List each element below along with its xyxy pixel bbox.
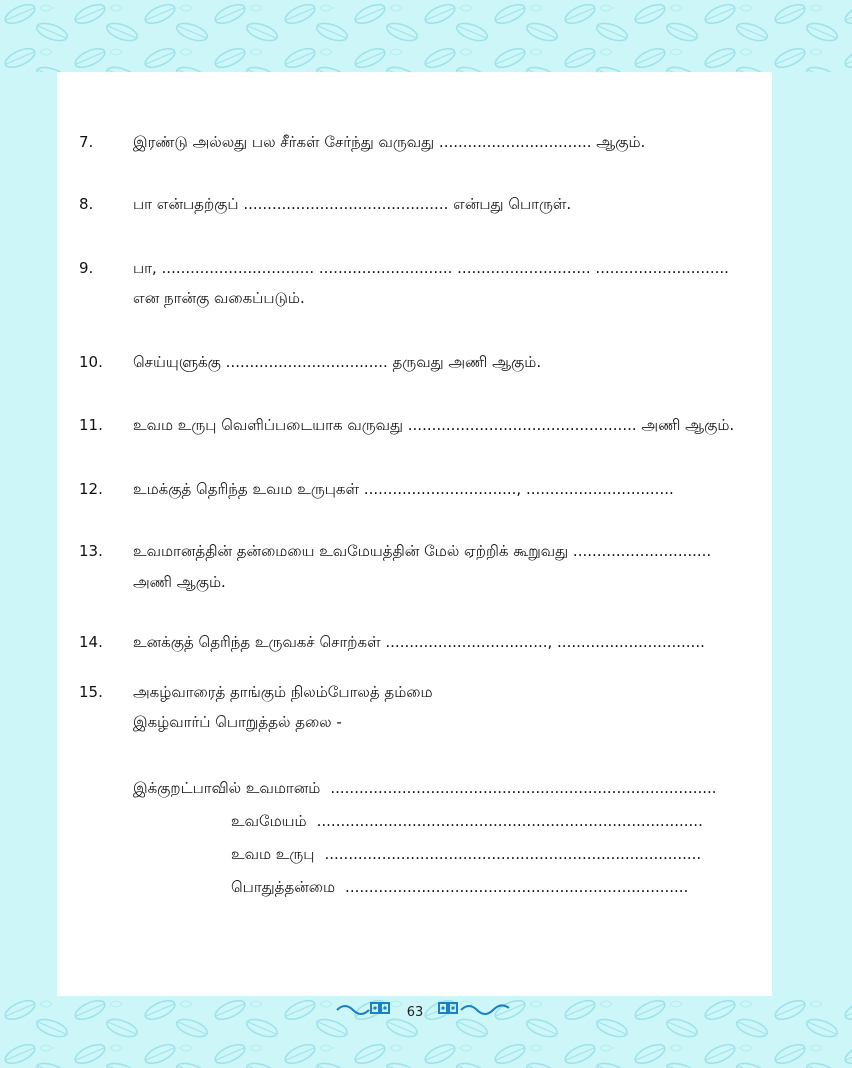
answer-blank: ................................................................................. bbox=[330, 779, 717, 797]
question-text: அகழ்வாரைத் தாங்கும் நிலம்போலத் தம்மை bbox=[133, 683, 433, 701]
question-15-continuation: இகழ்வார்ப் பொறுத்தல் தலை - bbox=[133, 713, 342, 731]
question-13-continuation: அணி ஆகும். bbox=[133, 573, 226, 591]
question-number: 14. bbox=[79, 633, 103, 651]
right-ornament-icon bbox=[437, 1000, 517, 1025]
question-text: பா, ................................ ............................ ............................ ............................ bbox=[133, 259, 729, 277]
top-decorative-border bbox=[0, 0, 852, 72]
worksheet-page bbox=[57, 72, 772, 996]
analysis-row-upameyam bbox=[231, 811, 703, 831]
answer-blank: ............................................................................... bbox=[324, 845, 702, 863]
question-text: உமக்குத் தெரிந்த உவம உருபுகள் ................................, ............................... bbox=[133, 480, 674, 498]
question-number: 11. bbox=[79, 416, 103, 434]
analysis-row-upamanam bbox=[133, 778, 717, 798]
question-number: 10. bbox=[79, 353, 103, 371]
question-number: 9. bbox=[79, 259, 94, 277]
question-number: 7. bbox=[79, 133, 94, 151]
answer-blank: ................................................................................. bbox=[316, 812, 703, 830]
page-footer bbox=[0, 1000, 852, 1024]
question-text: உவம உருபு வெளிப்படையாக வருவது ................................................ அணி ஆகும். bbox=[133, 416, 735, 434]
question-number: 15. bbox=[79, 683, 103, 701]
question-9-continuation: என நான்கு வகைப்படும். bbox=[133, 289, 305, 307]
question-text: இரண்டு அல்லது பல சீர்கள் சேர்ந்து வருவது ................................ ஆகும். bbox=[133, 133, 646, 151]
question-text: பா என்பதற்குப் ........................................... என்பது பொருள். bbox=[133, 195, 572, 213]
leaf-pattern-icon bbox=[0, 0, 852, 72]
left-ornament-icon bbox=[335, 1000, 393, 1025]
question-text: உவமானத்தின் தன்மையை உவமேயத்தின் மேல் ஏற்றிக் கூறுவது ............................. bbox=[133, 542, 712, 560]
analysis-label: இக்குறட்பாவில் உவமானம் bbox=[133, 779, 321, 797]
analysis-label: உவம உருபு bbox=[231, 845, 315, 863]
page-number: 63 bbox=[406, 1004, 424, 1020]
question-number: 12. bbox=[79, 480, 103, 498]
analysis-label: உவமேயம் bbox=[231, 812, 307, 830]
question-number: 13. bbox=[79, 542, 103, 560]
analysis-row-podhuthanmai bbox=[231, 877, 688, 897]
analysis-row-upama-urubu bbox=[231, 844, 701, 864]
question-text: செய்யுளுக்கு .................................. தருவது அணி ஆகும். bbox=[133, 353, 542, 371]
analysis-label: பொதுத்தன்மை bbox=[231, 878, 336, 896]
answer-blank: ........................................................................ bbox=[345, 878, 689, 896]
question-number: 8. bbox=[79, 195, 94, 213]
question-text: உனக்குத் தெரிந்த உருவகச் சொற்கள் .................................., ............................... bbox=[133, 633, 705, 651]
